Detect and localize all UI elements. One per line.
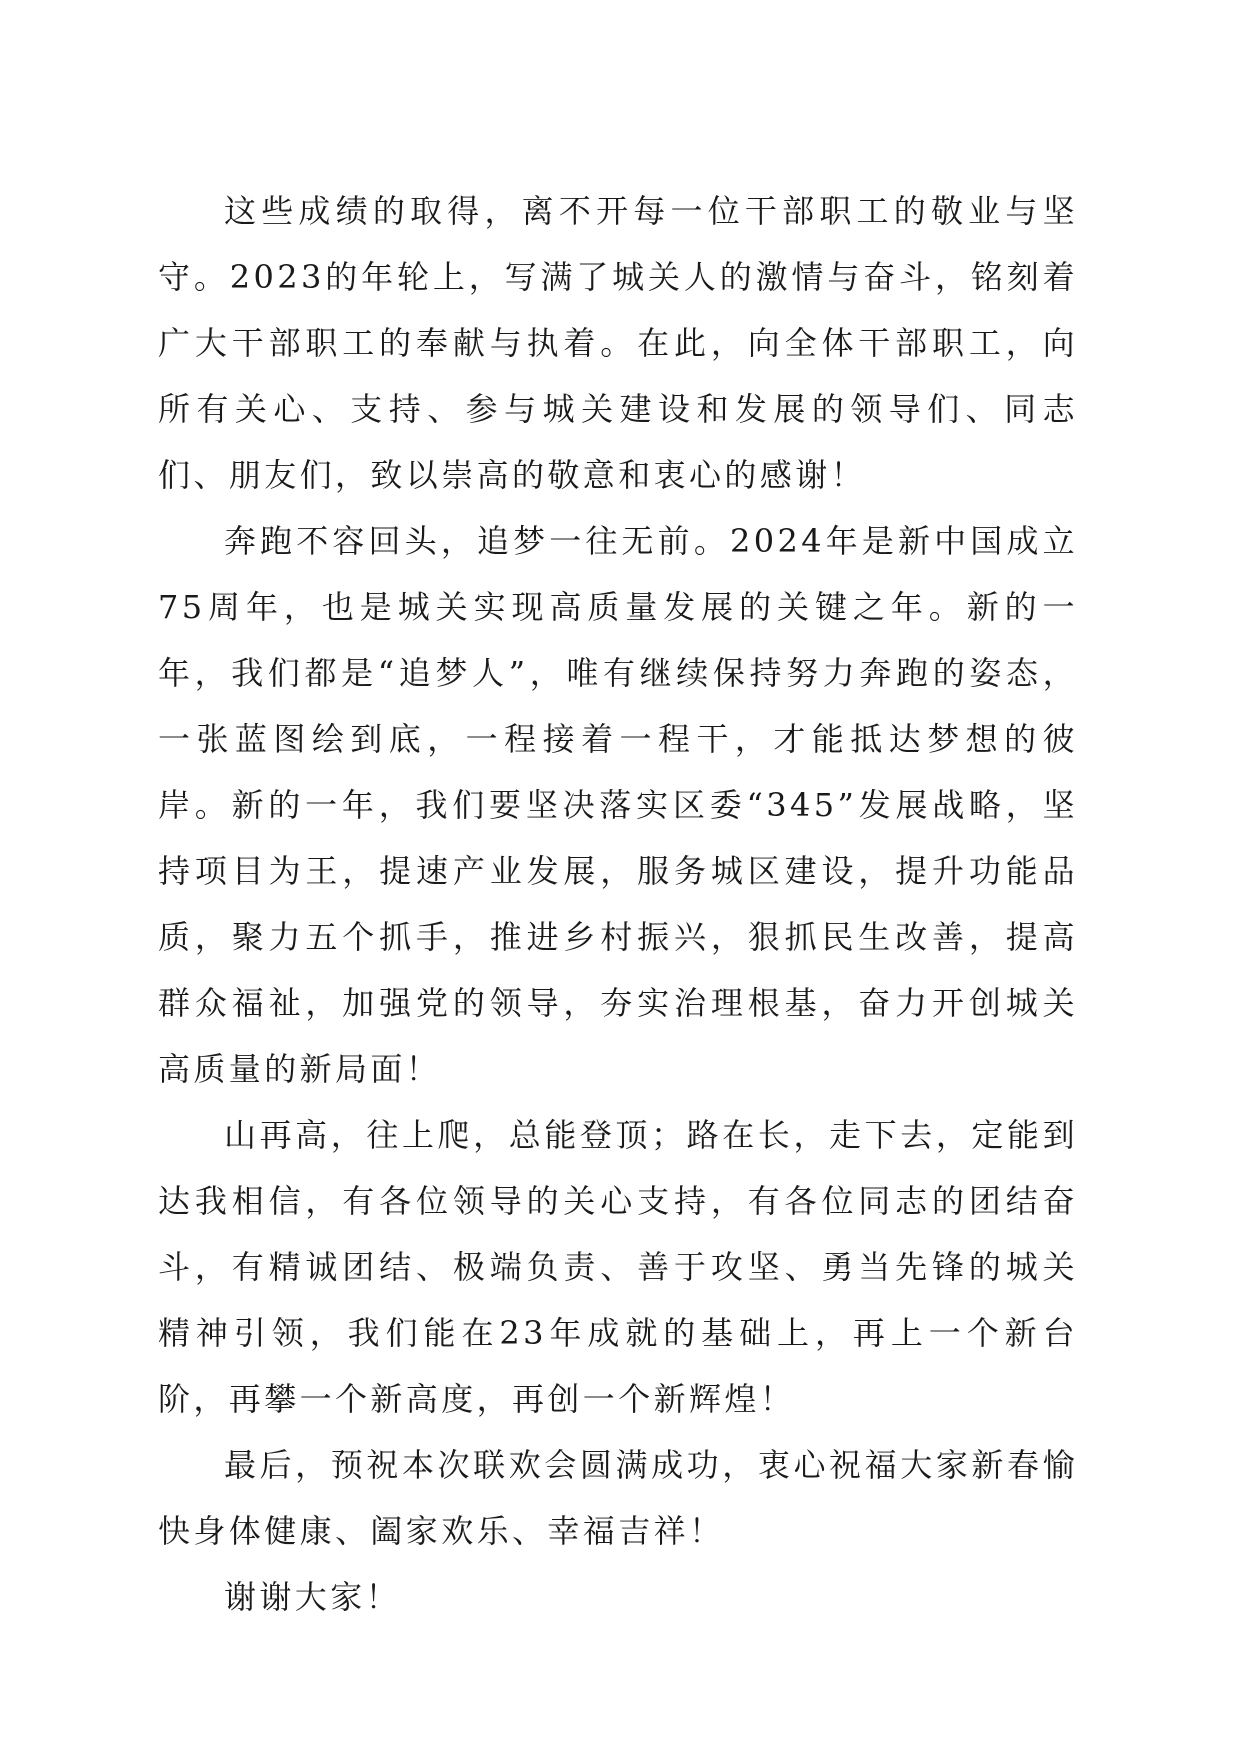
paragraph-achievements-thanks: 这些成绩的取得，离不开每一位干部职工的敬业与坚守。2023的年轮上，写满了城关人的激情与奋斗，铭刻着广大干部职工的奉献与执着。在此，向全体干部职工，向所有关心、支持、参与城关建设和发展的领导们、同志们、朋友们，致以崇高的敬意和衷心的感谢！ (158, 192, 1078, 494)
document-body (158, 178, 1078, 1630)
paragraph-best-wishes: 最后，预祝本次联欢会圆满成功，衷心祝福大家新春愉快身体健康、阖家欢乐、幸福吉祥！ (158, 1446, 1078, 1550)
paragraph-new-year-goals: 奔跑不容回头，追梦一往无前。2024年是新中国成立75周年，也是城关实现高质量发展的关键之年。新的一年，我们都是“追梦人”，唯有继续保持努力奔跑的姿态，一张蓝图绘到底，一程接着一程干，才能抵达梦想的彼岸。新的一年，我们要坚决落实区委“345”发展战略，坚持项目为王，提速产业发展，服务城区建设，提升功能品质，聚力五个抓手，推进乡村振兴，狠抓民生改善，提高群众福祉，加强党的领导，夯实治理根基，奋力开创城关高质量的新局面！ (158, 522, 1078, 1088)
paragraph-confidence: 山再高，往上爬，总能登顶；路在长，走下去，定能到达我相信，有各位领导的关心支持，有各位同志的团结奋斗，有精诚团结、极端负责、善于攻坚、勇当先锋的城关精神引领，我们能在23年成就的基础上，再上一个新台阶，再攀一个新高度，再创一个新辉煌！ (158, 1116, 1078, 1418)
paragraph-closing: 谢谢大家！ (224, 1578, 402, 1616)
